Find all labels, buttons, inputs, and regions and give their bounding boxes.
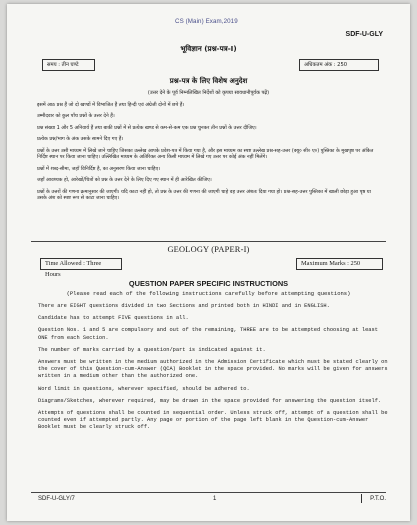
hindi-instruction: इसमें आठ प्रश्न हैं जो दो खण्डों में विभाजित हैं तथा हिन्दी एवं अंग्रेजी दोनों में छपे हैं। (37, 102, 185, 108)
hindi-max-marks: अधिकतम अंक : 250 (299, 59, 379, 71)
english-instruction: There are EIGHT questions divided in two Sections and printed both in HINDI and in ENGLISH. (38, 303, 330, 309)
section-divider (31, 241, 386, 242)
english-instructions (38, 303, 388, 437)
english-instruction: Diagrams/Sketches, wherever required, may be drawn in the space provided for answering the question itself. (38, 397, 382, 404)
english-instruction: Candidate has to attempt FIVE questions in all. (38, 315, 189, 322)
hindi-instruction: उम्मीदवार को कुल पाँच प्रश्नों के उत्तर देने हैं। (37, 113, 115, 120)
hindi-time-allowed: समय : तीन घण्टे (42, 59, 95, 71)
hindi-instruction: प्रश्नों में शब्द-सीमा, जहाँ विनिर्दिष्ट है, का अनुसरण किया जाना चाहिए। (37, 165, 161, 172)
english-paper-title: GEOLOGY (PAPER-I) (167, 245, 250, 254)
exam-stamp: CS (Main) Exam,2019 (175, 18, 238, 25)
pto-label: P.T.O. (370, 496, 386, 502)
english-max-marks: Maximum Marks : 250 (296, 258, 383, 270)
page-number: 1 (213, 496, 217, 502)
footer-divider (31, 492, 386, 493)
page-footer (38, 496, 386, 506)
hindi-instructions (37, 102, 382, 207)
footer-paper-code: SDF-U-GLY/7 (38, 496, 75, 502)
english-instructions-subheading: (Please read each of the following instructions carefully before attempting questions) (66, 290, 351, 297)
hindi-instruction: जहाँ आवश्यक हो, आरेखों/चित्रों को प्रश्न के उत्तर देने के लिए दिए गए स्थान में ही आरेखित कीजिए। (37, 177, 212, 184)
footer-separator (361, 494, 362, 503)
hindi-instruction: प्रश्नों के उत्तरों की गणना क्रमानुसार की जाएगी। यदि काटा नहीं हो, तो प्रश्न के उत्तर की गणना की जाएगी चाहे वह उत्तर अंशतः दिया गया हो। प्रश्न-सह-उत्तर पुस्तिका में खाली छोड़ा हुआ पृष्ठ या उसके अंश को स्पष्ट रूप से काटा जाना चाहिए। (37, 188, 371, 202)
english-instruction: The number of marks carried by a question/part is indicated against it. (38, 346, 266, 353)
hindi-instruction: प्रश्न संख्या 1 और 5 अनिवार्य हैं तथा बाकी प्रश्नों में से प्रत्येक खण्ड से कम-से-कम एक प्रश्न चुनकर तीन प्रश्नों के उत्तर दीजिए। (37, 124, 257, 131)
english-instructions-heading: QUESTION PAPER SPECIFIC INSTRUCTIONS (128, 279, 289, 288)
hindi-instruction: प्रश्नों के उत्तर उसी माध्यम में लिखे जाने चाहिए जिसका उल्लेख आपके प्रवेश-पत्र में किया गया है, और इस माध्यम का स्पष्ट उल्लेख प्रश्न-सह-उत्तर (क्यू० सी० ए०) पुस्तिका के मुखपृष्ठ पर अंकित निर्दिष्ट स्थान पर किया जाना चाहिए। उल्लिखित माध्यम के अतिरिक्त अन्य किसी माध्यम में लिखे गए उत्तर पर कोई अंक नहीं मिलेंगे। (37, 147, 374, 161)
hindi-instructions-heading: प्रश्न-पत्र के लिए विशेष अनुदेश (169, 77, 248, 85)
hindi-instructions-subheading: (उत्तर देने के पूर्व निम्नलिखित निर्देशों को कृपया सावधानीपूर्वक पढ़ें) (147, 90, 270, 96)
english-instruction: Attempts of questions shall be counted in sequential order. Unless struck off, attempt of a question shall be counted even if attempted partly. Any page or portion of the page left blank in the Question-cum-Answer Booklet must be clearly struck off. (38, 410, 388, 431)
paper-code-top: SDF-U-GLY (345, 31, 383, 38)
hindi-paper-title: भूविज्ञान (प्रश्न-पत्र-I) (180, 44, 237, 53)
english-time-allowed: Time Allowed : Three Hours (40, 258, 122, 270)
exam-page (7, 4, 410, 521)
english-instruction: Word limit in questions, wherever specified, should be adhered to. (38, 385, 250, 392)
english-instruction: Answers must be written in the medium authorized in the Admission Certificate which must be stated clearly on the cover of this Question-cum-Answer (QCA) Booklet in the space provided. No marks will be given for answers written in a medium other than the authorized one. (38, 359, 388, 380)
hindi-instruction: प्रत्येक प्रश्न/भाग के अंक उसके सामने दिए गए हैं। (37, 136, 124, 143)
english-instruction: Question Nos. 1 and 5 are compulsory and out of the remaining, THREE are to be attempted choosing at least ONE from each Section. (38, 327, 378, 341)
